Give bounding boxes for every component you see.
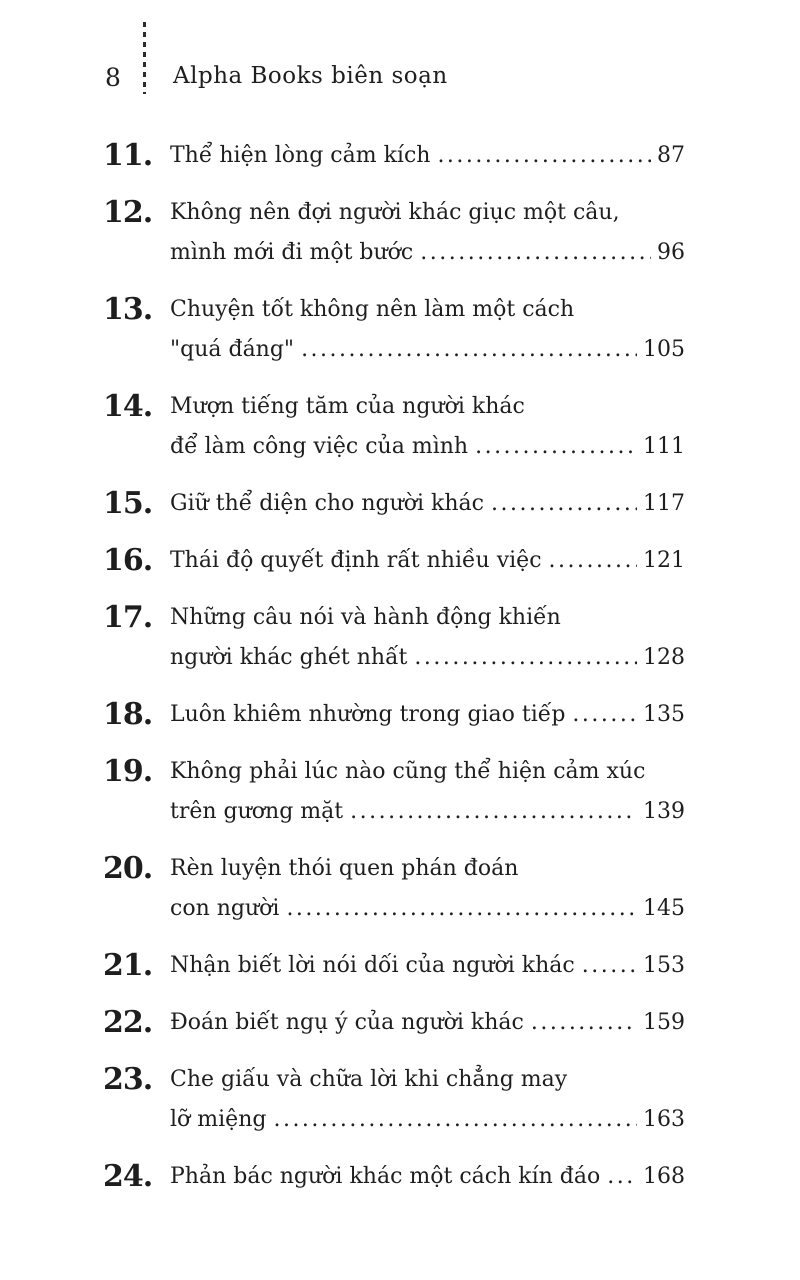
toc-entry-body (170, 541, 685, 581)
toc-entry-title: Phản bác người khác một cách kín đáo (170, 1164, 601, 1189)
toc-entry-number: 13. (103, 292, 153, 327)
toc-entry-body (170, 290, 685, 370)
toc-page-number: 139 (643, 799, 685, 824)
toc-entry-body (170, 1157, 685, 1197)
toc-entry (103, 1060, 685, 1140)
dot-leader (350, 792, 637, 832)
dot-leader (572, 695, 637, 735)
toc-entry (103, 387, 685, 467)
toc-entry-title: Mượn tiếng tăm của người khác (170, 394, 525, 419)
toc-entry-title: Nhận biết lời nói dối của người khác (170, 953, 575, 978)
toc-entry-line (170, 792, 685, 832)
toc-entry-title: "quá đáng" (170, 337, 295, 362)
dot-leader (531, 1003, 637, 1043)
toc-entry-number: 23. (103, 1062, 153, 1097)
toc-entry-line (170, 233, 685, 273)
toc-entry-number: 12. (103, 195, 153, 230)
toc-entry (103, 598, 685, 678)
toc-entry-title: Rèn luyện thói quen phán đoán (170, 856, 519, 881)
toc-entry (103, 695, 685, 735)
folio-page-number: 8 (105, 63, 121, 92)
toc-entry-title: để làm công việc của mình (170, 434, 469, 459)
toc-entry-title: Không phải lúc nào cũng thể hiện cảm xúc (170, 759, 646, 784)
toc-entry-title: mình mới đi một bước (170, 240, 414, 265)
toc-entry-line (170, 889, 685, 929)
toc-entry (103, 541, 685, 581)
toc-entry-number: 15. (103, 486, 153, 521)
toc-entry-number: 22. (103, 1005, 153, 1040)
toc-entry-body (170, 946, 685, 986)
toc-entry (103, 290, 685, 370)
toc-entry-body (170, 695, 685, 735)
toc-entry-title: Luôn khiêm nhường trong giao tiếp (170, 702, 566, 727)
book-page (0, 22, 800, 1280)
toc-entry-number: 14. (103, 389, 153, 424)
toc-entry (103, 1003, 685, 1043)
toc-page-number: 145 (643, 896, 685, 921)
toc-entry-line (170, 1003, 685, 1043)
header-dashed-divider (143, 22, 146, 94)
toc-entry-title: Thái độ quyết định rất nhiều việc (170, 548, 542, 573)
toc-page-number: 153 (643, 953, 685, 978)
toc-entry-line (170, 541, 685, 581)
toc-list (103, 136, 685, 1197)
toc-entry-body (170, 1003, 685, 1043)
toc-entry (103, 752, 685, 832)
dot-leader (491, 484, 637, 524)
toc-entry (103, 136, 685, 176)
toc-page-number: 159 (643, 1010, 685, 1035)
toc-entry-number: 17. (103, 600, 153, 635)
toc-entry-number: 24. (103, 1159, 153, 1194)
running-header-title: Alpha Books biên soạn (173, 63, 448, 89)
toc-entry-line (170, 484, 685, 524)
toc-entry (103, 849, 685, 929)
dot-leader (549, 541, 637, 581)
dot-leader (301, 330, 637, 370)
toc-entry-title: Thể hiện lòng cảm kích (170, 143, 431, 168)
toc-page-number: 163 (643, 1107, 685, 1132)
toc-entry-number: 19. (103, 754, 153, 789)
toc-entry-number: 16. (103, 543, 153, 578)
toc-page-number: 87 (657, 143, 685, 168)
toc-page-number: 135 (643, 702, 685, 727)
toc-page-number: 128 (643, 645, 685, 670)
toc-entry-line (170, 695, 685, 735)
toc-entry-body (170, 752, 685, 832)
toc-entry-title: Những câu nói và hành động khiến (170, 605, 561, 630)
toc-entry-body (170, 484, 685, 524)
toc-entry-title: người khác ghét nhất (170, 645, 408, 670)
toc-entry-body (170, 849, 685, 929)
toc-page-number: 111 (643, 434, 685, 459)
toc-entry-number: 20. (103, 851, 153, 886)
toc-entry-title: lỡ miệng (170, 1107, 267, 1132)
toc-entry-body (170, 1060, 685, 1140)
toc-entry-title: Chuyện tốt không nên làm một cách (170, 297, 575, 322)
toc-entry-number: 21. (103, 948, 153, 983)
toc-entry-line (170, 330, 685, 370)
dot-leader (607, 1157, 637, 1197)
toc-entry-title: Giữ thể diện cho người khác (170, 491, 484, 516)
toc-entry (103, 484, 685, 524)
toc-entry-body (170, 136, 685, 176)
toc-entry (103, 946, 685, 986)
dot-leader (582, 946, 637, 986)
toc-entry-line (170, 1100, 685, 1140)
toc-entry-title: Che giấu và chữa lời khi chẳng may (170, 1067, 568, 1092)
toc-entry-body (170, 193, 685, 273)
toc-entry-number: 18. (103, 697, 153, 732)
toc-entry-title: con người (170, 896, 280, 921)
toc-entry-line (170, 136, 685, 176)
toc-page-number: 96 (657, 240, 685, 265)
toc-entry-line (170, 946, 685, 986)
dot-leader (286, 889, 637, 929)
toc-entry-line (170, 427, 685, 467)
dot-leader (414, 638, 637, 678)
toc-entry-body (170, 598, 685, 678)
dot-leader (437, 136, 651, 176)
toc-entry-title: Không nên đợi người khác giục một câu, (170, 200, 620, 225)
toc-entry-number: 11. (103, 138, 153, 173)
dot-leader (420, 233, 651, 273)
toc-page-number: 121 (643, 548, 685, 573)
toc-page-number: 117 (643, 491, 685, 516)
toc-entry-line (170, 638, 685, 678)
page-header (105, 22, 800, 94)
toc-entry (103, 193, 685, 273)
toc-entry-title: trên gương mặt (170, 799, 344, 824)
dot-leader (273, 1100, 637, 1140)
toc-entry-title: Đoán biết ngụ ý của người khác (170, 1010, 524, 1035)
toc-entry (103, 1157, 685, 1197)
toc-page-number: 105 (643, 337, 685, 362)
dot-leader (475, 427, 637, 467)
toc-entry-line (170, 1157, 685, 1197)
toc-page-number: 168 (643, 1164, 685, 1189)
toc-entry-body (170, 387, 685, 467)
